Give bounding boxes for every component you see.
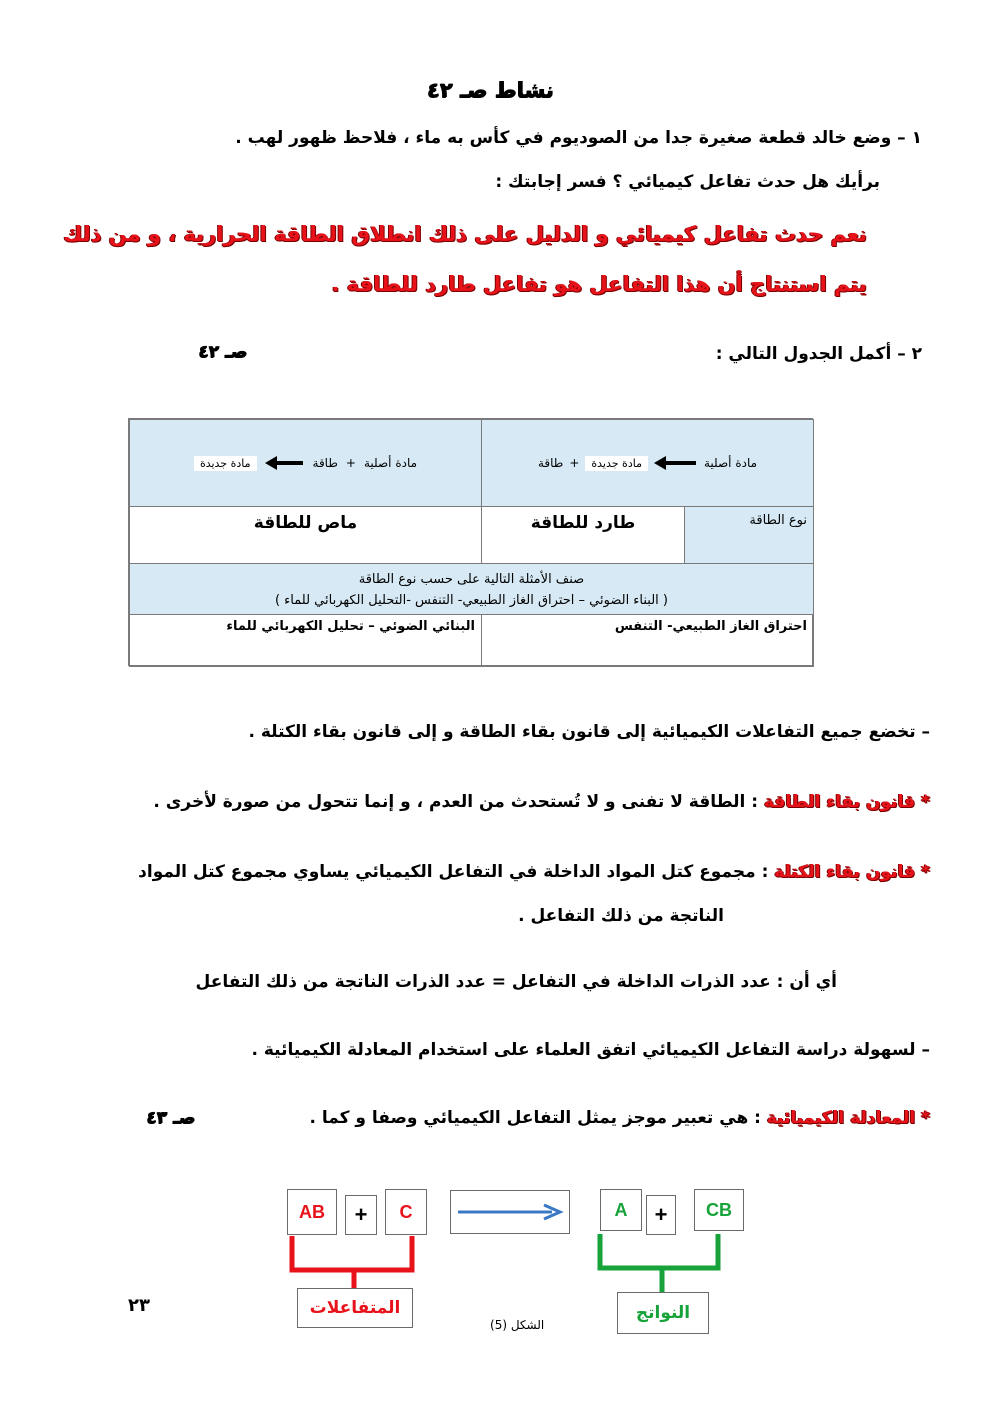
- reactants-label: المتفاعلات: [297, 1288, 413, 1328]
- header-energy: طاقة: [312, 456, 338, 470]
- header-plus-right: +: [569, 456, 580, 470]
- cell-exo-examples: احتراق الغاز الطبيعي- التنفس: [481, 614, 814, 667]
- reactant-plus: +: [345, 1195, 377, 1235]
- classify-line2: ( البناء الضوئي – احتراق الغاز الطبيعي- التنفس -التحليل الكهربائي للماء ): [274, 593, 669, 608]
- classify-line1: صنف الأمثلة التالية على حسب نوع الطاقة: [358, 572, 585, 587]
- header-source-right: مادة أصلية: [703, 456, 758, 470]
- header-plus: +: [345, 456, 356, 470]
- product-cb: CB: [694, 1189, 744, 1231]
- header-product-right: مادة جديدة: [585, 456, 648, 471]
- q1-answer-line2: يتم استنتاج أن هذا التفاعل هو تفاعل طارد للطاقة .: [331, 272, 867, 296]
- q1-line2: برأيك هل حدث تفاعل كيميائي ؟ فسر إجابتك :: [495, 172, 880, 192]
- mass-law-text1: : مجموع كتل المواد الداخلة في التفاعل الكيميائي يساوي مجموع كتل المواد: [138, 862, 769, 882]
- cell-energy-type-label: نوع الطاقة: [684, 506, 814, 564]
- reactant-c: C: [385, 1189, 427, 1235]
- atoms-statement: أي أن : عدد الذرات الداخلة في التفاعل = عدد الذرات الناتجة من ذلك التفاعل: [195, 972, 837, 992]
- equation-title: * المعادلة الكيميائية: [766, 1108, 930, 1128]
- products-bracket: [600, 1234, 718, 1268]
- reactants-bracket: [292, 1236, 412, 1270]
- page-number: ٢٣: [128, 1295, 150, 1316]
- q2-page-ref: صـ ٤٢: [198, 342, 247, 362]
- q1-line1: ١ – وضع خالد قطعة صغيرة جدا من الصوديوم في كأس به ماء ، فلاحظ ظهور لهب .: [235, 128, 922, 148]
- cell-endo-examples: البنائي الضوئي – تحليل الكهربائي للماء: [129, 614, 482, 667]
- products-label: النواتج: [617, 1292, 709, 1334]
- energy-law-text: : الطاقة لا تفنى و لا تُستحدث من العدم ، و إنما تتحول من صورة لأخرى .: [153, 792, 759, 812]
- energy-law-title: * قانون بقاء الطاقة: [764, 792, 930, 812]
- product-a: A: [600, 1189, 642, 1231]
- q1-answer-line1: نعم حدث تفاعل كيميائي و الدليل على ذلك انطلاق الطاقة الحرارية ، و من ذلك: [63, 222, 867, 246]
- header-product: مادة جديدة: [194, 456, 257, 471]
- equation-text: : هي تعبير موجز يمثل التفاعل الكيميائي وصفا و كما .: [309, 1108, 761, 1128]
- header-energy-right: طاقة: [537, 456, 564, 470]
- page-title: نشاط صـ ٤٢: [426, 78, 554, 102]
- laws-intro: – تخضع جميع التفاعلات الكيميائية إلى قانون بقاء الطاقة و إلى قانون بقاء الكتلة .: [248, 722, 930, 742]
- header-source: مادة أصلية: [363, 456, 418, 470]
- reactant-ab: AB: [287, 1189, 337, 1235]
- figure-caption: الشكل (5): [490, 1318, 545, 1332]
- equation-intro: – لسهولة دراسة التفاعل الكيميائي اتفق العلماء على استخدام المعادلة الكيميائية .: [251, 1040, 930, 1060]
- equation-page-ref: صـ ٤٣: [146, 1108, 195, 1128]
- mass-law-text2: الناتجة من ذلك التفاعل .: [518, 906, 724, 926]
- cell-exothermic: طارد للطاقة: [481, 506, 685, 564]
- product-plus: +: [646, 1195, 676, 1235]
- cell-endothermic: ماص للطاقة: [129, 506, 482, 564]
- mass-law-title: * قانون بقاء الكتلة: [774, 862, 930, 882]
- q2-label: ٢ – أكمل الجدول التالي :: [715, 344, 922, 364]
